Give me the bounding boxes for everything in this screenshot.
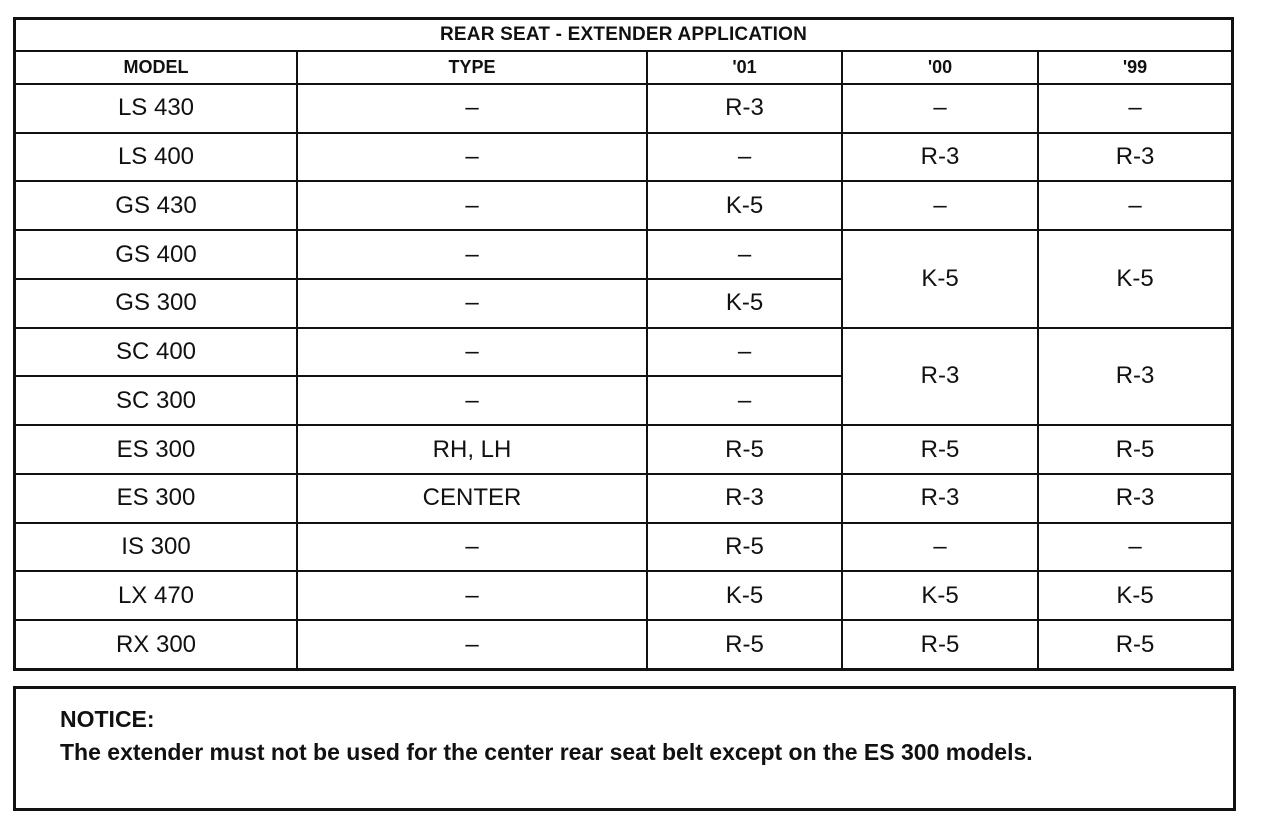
cell-1999: – [1038,181,1231,230]
cell-2001: R-3 [647,474,842,523]
extender-application-table [16,20,1231,668]
header-type: TYPE [297,51,647,84]
cell-1999: R-3 [1038,474,1231,523]
cell-type: – [297,84,647,133]
cell-type: – [297,620,647,668]
cell-1999: R-3 [1038,133,1231,182]
cell-2000: – [842,181,1038,230]
cell-1999: – [1038,84,1231,133]
cell-model: SC 300 [16,376,297,425]
cell-type: – [297,133,647,182]
cell-model: LS 400 [16,133,297,182]
table-row [16,620,1231,668]
cell-2000: R-5 [842,620,1038,668]
cell-2000: R-3 [842,474,1038,523]
cell-2001: – [647,230,842,279]
cell-2001: R-5 [647,523,842,572]
cell-model: LS 430 [16,84,297,133]
cell-2000: K-5 [842,571,1038,620]
table-row [16,425,1231,474]
cell-2001: R-5 [647,620,842,668]
cell-1999-merged: R-3 [1038,328,1231,426]
cell-2001: – [647,376,842,425]
cell-type: – [297,571,647,620]
header-2001: '01 [647,51,842,84]
header-2000: '00 [842,51,1038,84]
cell-model: GS 300 [16,279,297,328]
table-row [16,328,1231,377]
cell-1999: R-5 [1038,425,1231,474]
extender-application-table-frame [13,17,1234,671]
table-row [16,571,1231,620]
cell-model: GS 430 [16,181,297,230]
cell-2001: R-5 [647,425,842,474]
table-row [16,84,1231,133]
cell-type: – [297,181,647,230]
table-row [16,230,1231,279]
cell-model: GS 400 [16,230,297,279]
table-row [16,133,1231,182]
notice-heading: NOTICE: [60,706,155,732]
cell-1999: R-5 [1038,620,1231,668]
table-title-row [16,20,1231,51]
cell-2000: R-3 [842,133,1038,182]
cell-model: ES 300 [16,425,297,474]
cell-2001: K-5 [647,279,842,328]
cell-1999: – [1038,523,1231,572]
notice-box [13,686,1236,811]
cell-type: – [297,376,647,425]
cell-model: SC 400 [16,328,297,377]
cell-model: RX 300 [16,620,297,668]
table-header-row [16,51,1231,84]
cell-type: – [297,230,647,279]
cell-2000: – [842,523,1038,572]
cell-type: – [297,523,647,572]
cell-2000-merged: R-3 [842,328,1038,426]
table-row [16,181,1231,230]
cell-1999: K-5 [1038,571,1231,620]
cell-2001: K-5 [647,571,842,620]
table-title: REAR SEAT - EXTENDER APPLICATION [16,20,1231,51]
cell-2001: – [647,133,842,182]
header-1999: '99 [1038,51,1231,84]
cell-2000: – [842,84,1038,133]
cell-1999-merged: K-5 [1038,230,1231,328]
table-row [16,474,1231,523]
cell-type: RH, LH [297,425,647,474]
cell-2001: R-3 [647,84,842,133]
cell-model: LX 470 [16,571,297,620]
cell-type: CENTER [297,474,647,523]
cell-model: ES 300 [16,474,297,523]
table-row [16,523,1231,572]
header-model: MODEL [16,51,297,84]
cell-2000: R-5 [842,425,1038,474]
cell-model: IS 300 [16,523,297,572]
notice-body: The extender must not be used for the center rear seat belt except on the ES 300 models. [60,739,1033,765]
cell-2001: K-5 [647,181,842,230]
cell-2001: – [647,328,842,377]
cell-type: – [297,328,647,377]
cell-2000-merged: K-5 [842,230,1038,328]
cell-type: – [297,279,647,328]
